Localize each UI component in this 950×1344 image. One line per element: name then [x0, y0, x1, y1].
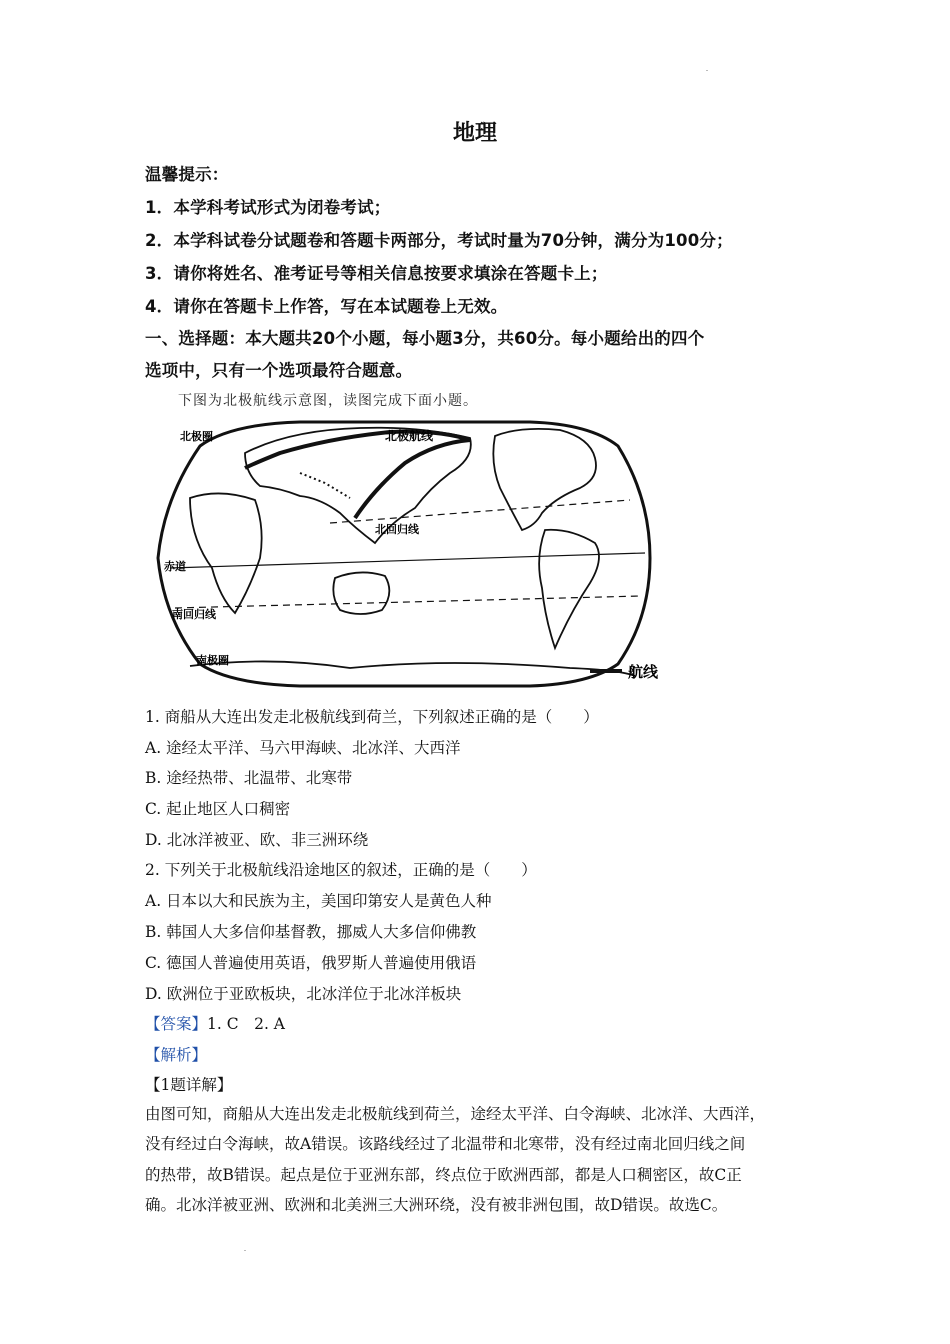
equator-line: [170, 553, 645, 568]
north-america: [493, 429, 596, 530]
question-1-option-b: B. 途经热带、北温带、北寒带: [145, 769, 353, 787]
question-1-option-a: A. 途经太平洋、马六甲海峡、北冰洋、大西洋: [145, 739, 461, 757]
question-2-option-b: B. 韩国人大多信仰基督教，挪威人大多信仰佛教: [145, 923, 477, 941]
notice-item: 2．本学科试卷分试题卷和答题卡两部分，考试时量为70分钟，满分为100分；: [145, 231, 733, 250]
section-heading: 一、选择题：本大题共20个小题，每小题3分，共60分。每小题给出的四个: [145, 329, 705, 348]
arctic-circle-label: 北极圈: [180, 430, 213, 443]
arctic-route-map: [150, 418, 670, 690]
question-2-option-c: C. 德国人普遍使用英语，俄罗斯人普遍使用俄语: [145, 954, 477, 972]
south-america: [539, 530, 599, 648]
detail-line: 没有经过白令海峡，故A错误。该路线经过了北温带和北寒带，没有经过南北回归线之间: [145, 1135, 746, 1153]
australia: [333, 572, 389, 614]
analysis-tag: 【解析】: [145, 1046, 208, 1064]
question-2-option-a: A. 日本以大和民族为主，美国印第安人是黄色人种: [145, 892, 492, 910]
answer-text: 1. C 2. A: [207, 1015, 286, 1033]
section-heading-cont: 选项中，只有一个选项最符合题意。: [145, 361, 413, 380]
antarctic-circle-label: 南极圈: [196, 654, 229, 667]
notice-item: 4．请你在答题卡上作答，写在本试题卷上无效。: [145, 297, 508, 316]
tropic-of-cancer-line: [330, 500, 630, 523]
map-intro: 下图为北极航线示意图，读图完成下面小题。: [178, 393, 478, 409]
route-dotted-segment: [300, 473, 350, 498]
answer-line: [145, 1012, 285, 1034]
detail-line: 由图可知，商船从大连出发走北极航线到荷兰，途经太平洋、白令海峡、北冰洋、大西洋，: [145, 1105, 766, 1123]
arctic-route-label: 北极航线: [385, 429, 434, 443]
notice-item: 3．请你将姓名、准考证号等相关信息按要求填涂在答题卡上；: [145, 264, 608, 283]
scan-speck: [244, 1250, 246, 1251]
answer-tag: 【答案】: [145, 1015, 208, 1033]
legend-label: 航线: [628, 663, 659, 681]
notice-heading: 温馨提示：: [145, 165, 229, 184]
question-2-stem: 2. 下列关于北极航线沿途地区的叙述，正确的是（ ）: [145, 861, 537, 879]
arctic-route-line: [245, 432, 470, 518]
question-1-option-d: D. 北冰洋被亚、欧、非三洲环绕: [145, 831, 369, 849]
notice-item: 1．本学科考试形式为闭卷考试；: [145, 198, 391, 217]
tropic-cancer-label: 北回归线: [375, 523, 419, 536]
tropic-of-capricorn-line: [175, 596, 640, 608]
antarctica: [190, 661, 635, 676]
analysis-line: [145, 1043, 207, 1065]
scan-speck: [706, 70, 708, 71]
detail-line: 的热带，故B错误。起点是位于亚洲东部，终点位于欧洲西部，都是人口稠密区，故C正: [145, 1166, 742, 1184]
detail-line: 确。北冰洋被亚洲、欧洲和北美洲三大洲环绕，没有被非洲包围，故D错误。故选C。: [145, 1196, 728, 1214]
equator-label: 赤道: [164, 560, 186, 573]
africa: [190, 493, 262, 613]
question-2-option-d: D. 欧洲位于亚欧板块，北冰洋位于北冰洋板块: [145, 985, 462, 1003]
detail-heading: 【1题详解】: [145, 1076, 233, 1094]
tropic-capricorn-label: 南回归线: [172, 608, 216, 621]
page-title: 地理: [452, 121, 497, 146]
question-1-stem: 1. 商船从大连出发走北极航线到荷兰，下列叙述正确的是（ ）: [145, 708, 599, 726]
question-1-option-c: C. 起止地区人口稠密: [145, 800, 291, 818]
